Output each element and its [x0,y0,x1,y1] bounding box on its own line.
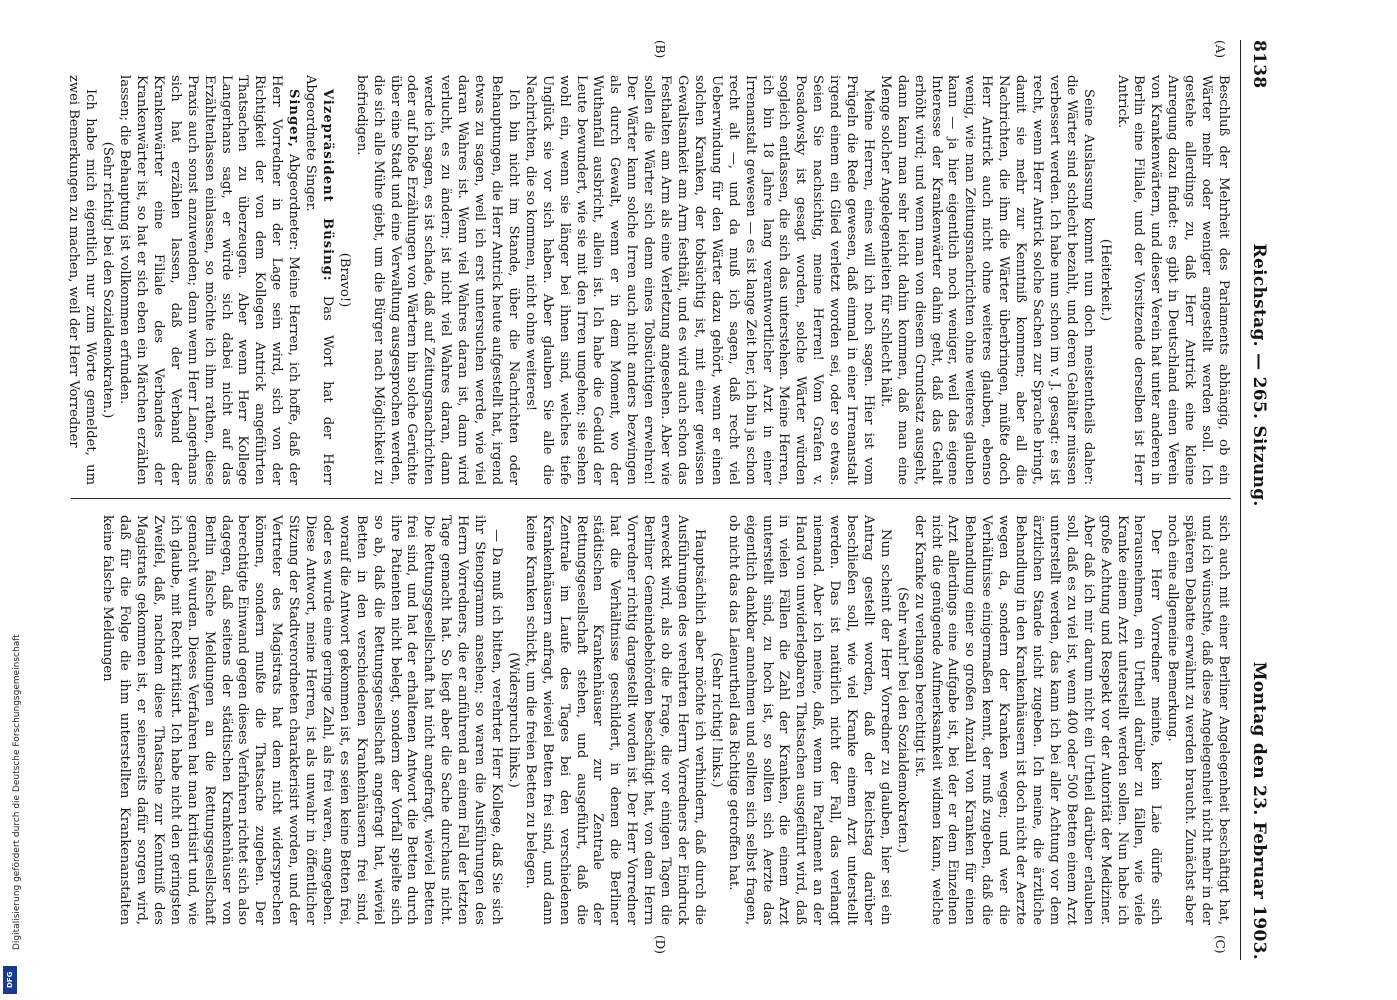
paragraph-text: (Heiterkeit.) [1097,238,1113,322]
paragraph-text: Hauptsächlich aber möchte ich verhindern, daß durch die Ausführungen des verehrten Herrn Vorredners der Eindruck erweckt wird, als ob die Frage, die vor einigen Tagen die Berliner Gemeindebehörden beschäftigt hat, von dem Herrn Vorredner richtig dargestellt worden ist. Der Herr Vorredner hat die Verhältnisse geschildert, in denen die Berliner städtischen Krankenhäuser zur Zentrale der Rettungsgesellschaft stehen, und ausgeführt, daß die Zentrale im Laufe des Tages bei den verschiedenen Krankenhäusern anfragt, wieviel Betten frei sind, und dann keine Kranken schickt, um die freien Betten zu belegen. [522,515,707,925]
paragraph [910,515,1164,925]
paragraph-text: Abgeordneter: Meine Herren, ich hoffe, daß der Herr Vorredner in der Lage sein wird, sich von der Richtigkeit der von dem Kollegen Antrick angeführten Thatsachen zu überzeugen. Aber wenn Herr Kollege Langerhans sagt, er würde sich dabei nicht auf das Erzähltenlassen einlassen, so möchte ich ihm rathen, diese Praxis auch sonst anzuwenden; denn wenn Herr Langerhans sich hat erzählen lassen, daß der Verband der Krankenwärter eine Filiale des Verbandes der Krankenwärter ist, so hat er sich eben ein Märchen erzählen lassen; die Behauptung ist vollkommen erfunden. [117,75,302,485]
digitization-credit [2,0,22,1000]
interjection [335,75,352,485]
paragraph-text: Seine Auslassung kommt nun doch meistentheils daher: die Wärter sind schlecht bezahlt, und deren Gehälter müssen verbessert werden. Ich habe nun schon im v. J. gesagt: es ist recht, wenn Herr Antrick solche Sachen zur Sprache bringt, damit sie mehr zur Kenntniß kommen; aber all die Nachrichten, die ihm die Wärter überbringen, müßte doch Herr Antrick auch nicht ohne weiteres glauben, ebenso wenig, wie man Zeitungsnachrichten ohne weiteres glauben kann — ja hier eigentlich noch weniger, weil das eigene Interesse der Krankenwärter dahin geht, daß das Gehalt erhöht wird; und wenn man von diesem Grundsatz ausgeht, dann kann man sehr leicht dahin kommen, daß man eine Menge solcher Angelegenheiten für schlecht hält. [877,75,1096,485]
paragraph-text: Ich habe mich eigentlich nur zum Worte gemeldet, um zwei Bemerkungen zu machen, weil der Herr Vorredner [66,75,99,485]
column-divider [71,498,1231,499]
paragraph-text: (Widerspruch links.) [505,652,521,788]
paragraph [1113,75,1231,485]
margin-mark-b: (B) [653,40,667,59]
dfg-logo: DFG [3,966,17,994]
paragraph-text: Meine Herren, eines will ich noch sagen. Hier ist vom Prügeln die Rede gewesen, daß einmal in einer Irrenanstalt irgend einem ein Glied verletzt worden sei, oder so etwas. Seien Sie nachsichtig, meine Herren! Vom Grafen v. Posadowsky ist gesagt worden, solche Wärter würden sogleich entlassen, die sich das unterstehen. Meine Herren, ich bin 18 Jahre lang verantwortlicher Arzt in einer Irrenanstalt gewesen — es ist lange Zeit her, ich bin ja schon recht alt —, und da muß ich sagen, daß recht viel Ueberwindung für den Wärter dazu gehört, wenn er einen solchen Kranken, der tobsüchtig ist, mit einer gewissen Gewaltsamkeit am Arm festhält, und es wird auch schon das Festhalten am Arm als eine Verletzung angesehen. Aber wie sollen die Wärter sich denn eines Tobsüchtigen erwehren! Der Wärter kann solche Irren auch nicht anders bezwingen als durch Gewalt, wenn er in dem Moment, wo der Wuthanfall ausbricht, allein ist. Ich habe die Geduld der Leute bewundert, wie sie mit den Irren umgehen; sie sehen wohl ein, wenn sie länger bei ihnen sind, welches tiefe Unglück sie vor sich haben. Aber glauben Sie alle die Nachrichten, die so kommen, nicht ohne weiteres! [522,75,876,485]
paragraph [521,515,707,925]
interjection [1096,75,1113,485]
paragraph-text: (Sehr wahr! bei den Sozialdemokraten.) [894,586,910,854]
paragraph-text: (Sehr richtig! links.) [708,652,724,788]
session-date: Montag den 23. Februar 1903. [1249,661,1269,960]
margin-mark-d: (D) [653,935,667,954]
interjection [504,515,521,925]
interjection [893,515,910,925]
paragraph-text: sich auch mit einer Berliner Angelegenheit beschäftigt hat, und ich wünschte, daß diese Angelegenheit nicht mehr in der späteren Debatte erwähnt zu werden braucht. Zunächst aber noch eine allgemeine Bemerkung. [1165,515,1231,925]
margin-mark-c: (C) [1213,935,1227,954]
paragraph-text: Beschluß der Mehrheit des Parlaments abhängig, ob ein Wärter mehr oder weniger angestellt werden soll. Ich gestehe allerdings zu, daß Herr Antrick eine kleine Anregung dazu findet: es gibt in Deutschland einen Verein von Krankenwärtern, und dieser Verein hat unter anderen in Berlin eine Filiale, und der Vorsitzende derselben ist Herr Antrick. [1114,75,1231,485]
left-text-column [66,75,1231,485]
speaker-name: Vizepräsident Büsing: [319,89,335,282]
paragraph [352,75,521,485]
paragraph-text: — Da muß ich bitten, verehrter Herr Kollege, daß Sie sich ihr Stenogramm ansehen; so waren die Ausführungen des Herrn Vorredners, die er anführend an einem Fall der letzten Tage gemacht hat. So liegt aber die Sache durchaus nicht. Die Rettungsgesellschaft hat nicht angefragt, wieviel Betten frei sind, und hat der erhaltenen Antwort die Betten durch ihre Patienten nicht belegt, sondern der Vorfall spielte sich so ab, daß die Rettungsgesellschaft angefragt hat, wieviel Betten in den verschiedenen Krankenhäusern frei sind, worauf die Antwort gekommen ist, es seien keine Betten frei, oder es wurde eine geringe Zahl, als frei waren, angegeben. Diese Antwort, meine Herren, ist als unwahr in öffentlicher Sitzung der Stadtverordneten charakterisirt worden, und der Vertreter des Magistrats hat dem nicht widersprechen können, sondern mußte die Thatsache zugeben. Der berechtigte Einwand gegen dieses Verfahren richtet sich also dagegen, daß seitens der städtischen Krankenhäuser von Berlin falsche Meldungen an die Rettungsgesellschaft gemacht wurden. Dieses Verfahren hat man kritisirt und, wie ich glaube, mit Recht kritisirt. Ich habe nicht den geringsten Zweifel, daß, nachdem diese Thatsache zur Kenntniß des Magistrats gekommen ist, er seinerseits dafür sorgen wird, daß für die Folge die ihm unterstellten Krankenanstalten keine falsche Meldungen [100,515,505,925]
document-page [57,0,1287,1000]
paragraph-text: (Bravo!) [336,252,352,308]
paragraph-text: Nun scheint der Herr Vorredner zu glauben, hier sei ein Antrag gestellt worden, daß der Reichstag darüber beschließen soll, wie viel Kranke einem Arzt unterstellt werden. Das ist natürlich nicht der Fall, das verlangt niemand. Aber ich meine, daß, wenn im Parlament an der Hand von unwiderlegbaren Thatsachen ausgeführt wird, daß in vielen Fällen die Zahl der Kranken, die einem Arzt unterstellt sind, zu hoch ist, so sollten sich Aerzte das eigentlich dankbar annehmen und sollten sich selbst fragen, ob nicht das das Laienurtheil das Richtige getroffen hat. [725,515,893,925]
paragraph-text: Der Herr Vorredner meinte, kein Laie dürfe sich herausnehmen, ein Urtheil darüber zu fällen, wie viele Kranke einem Arzt unterstellt werden sollen. Nun habe ich große Achtung und Respekt vor der Autorität der Mediziner. Aber daß ich mir darum nicht ein Urtheil darüber erlauben soll, daß es zu viel ist, wenn 400 oder 500 Betten einem Arzt unterstellt werden, das kann ich bei aller Achtung vor dem ärztlichen Stande nicht zugeben. Ich meine, die ärztliche Behandlung in den Krankenhäusern ist doch nicht der Aerzte wegen da, sondern der Kranken wegen; und wer die Verhältnisse einigermaßen kennt, der muß zugeben, daß die Behandlung einer so großen Anzahl von Kranken für einen Arzt allerdings eine Aufgabe ist, bei der er dem Einzelnen nicht die genügende Aufmerksamkeit widmen kann, welche der Kranke zu verlangen berechtigt ist. [911,515,1164,925]
paragraph [521,75,876,485]
page-number: 8138 [1249,40,1269,89]
interjection [98,75,115,485]
paragraph [1163,515,1231,925]
paragraph [115,75,301,485]
margin-mark-a: (A) [1213,40,1227,59]
header-rule [1240,40,1241,960]
running-head [1249,40,1269,960]
credit-text: Digitalisierung gefördert durch die Deutsche Forschungsgemeinschaft [12,634,22,950]
right-text-column [71,515,1231,925]
interjection [707,515,724,925]
paragraph-text: Das Wort hat der Herr Abgeordnete Singer. [303,75,335,485]
paragraph [301,75,335,485]
paragraph-text: Ich bin nicht im Stande, über die Nachrichten oder Behauptungen, die Herr Antrick heute aufgestellt hat, irgend etwas zu sagen, weil ich erst untersuchen werde, wie viel daran Wahres ist. Wenn viel Wahres daran ist, dann wird verlucht, es zu ändern; ist nicht viel Wahres daran, dann werde ich sagen, es ist schade, daß auf Zeitungsnachrichten oder auf bloße Erzählungen von Wärtern hin solche Gerüchte über eine Stadt und eine Verwaltung ausgesprochen werden, die sich alle Mühe giebt, um die Bürger nach Möglichkeit zu befriedigen. [353,75,521,485]
paragraph-text: (Sehr richtig! bei den Sozialdemokraten.) [100,141,116,419]
speaker-name: Singer, [286,89,302,148]
paragraph [724,515,893,925]
paragraph [98,515,504,925]
paragraph [64,75,98,485]
paragraph [876,75,1096,485]
session-title: Reichstag. — 265. Sitzung. [1249,243,1269,507]
